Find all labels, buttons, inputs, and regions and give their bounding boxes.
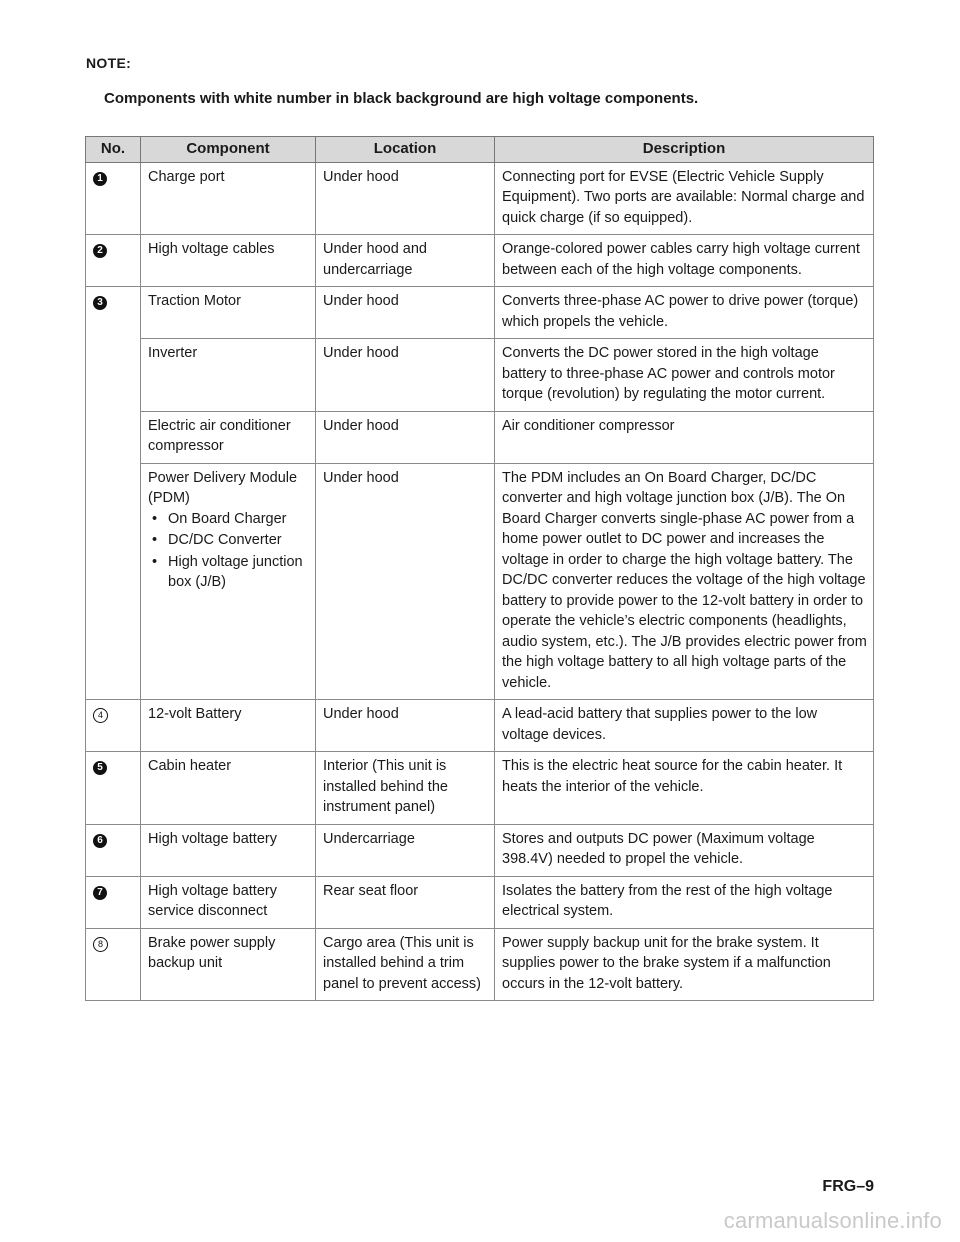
table-row (86, 824, 874, 876)
description-cell: Orange-colored power cables carry high voltage current between each of the high voltage components. (495, 235, 874, 287)
location-cell: Under hood (316, 700, 495, 752)
row-number-cell (86, 235, 141, 287)
location-cell: Under hood (316, 411, 495, 463)
component-cell: High voltage battery (141, 824, 316, 876)
number-badge-light: 8 (93, 937, 108, 952)
component-cell: Charge port (141, 162, 316, 235)
row-number-cell (86, 287, 141, 700)
component-cell: Inverter (141, 339, 316, 412)
component-cell (141, 463, 316, 700)
header-component: Component (141, 137, 316, 163)
number-badge-dark: 3 (93, 296, 107, 310)
row-number-cell (86, 876, 141, 928)
component-cell: High voltage cables (141, 235, 316, 287)
component-cell: Traction Motor (141, 287, 316, 339)
number-badge-dark: 5 (93, 761, 107, 775)
table-row (86, 463, 874, 700)
description-cell: This is the electric heat source for the cabin heater. It heats the interior of the vehicle. (495, 752, 874, 825)
page-number: FRG–9 (822, 1178, 874, 1195)
location-cell: Rear seat floor (316, 876, 495, 928)
list-item: • DC/DC Converter (148, 530, 309, 551)
location-cell: Under hood (316, 162, 495, 235)
table-header-row (86, 137, 874, 163)
description-cell: Converts three-phase AC power to drive power (torque) which propels the vehicle. (495, 287, 874, 339)
row-number-cell (86, 824, 141, 876)
location-cell: Under hood (316, 463, 495, 700)
description-cell: Isolates the battery from the rest of the high voltage electrical system. (495, 876, 874, 928)
table-row (86, 411, 874, 463)
row-number-cell (86, 928, 141, 1001)
header-no: No. (86, 137, 141, 163)
list-item: • On Board Charger (148, 509, 309, 530)
table-row (86, 752, 874, 825)
number-badge-dark: 1 (93, 172, 107, 186)
description-cell: Converts the DC power stored in the high voltage battery to three-phase AC power and controls motor torque (revolution) by regulating the motor current. (495, 339, 874, 412)
location-cell: Under hood and undercarriage (316, 235, 495, 287)
table-row (86, 235, 874, 287)
components-table (85, 136, 874, 1001)
description-cell: Power supply backup unit for the brake system. It supplies power to the brake system if a malfunction occurs in the 12-volt battery. (495, 928, 874, 1001)
location-cell: Under hood (316, 287, 495, 339)
location-cell: Under hood (316, 339, 495, 412)
component-cell: 12-volt Battery (141, 700, 316, 752)
component-cell: Electric air conditioner compressor (141, 411, 316, 463)
row-number-cell (86, 162, 141, 235)
watermark-text: carmanualsonline.info (723, 1208, 942, 1233)
row-number-cell (86, 700, 141, 752)
location-cell: Interior (This unit is installed behind the instrument panel) (316, 752, 495, 825)
header-description: Description (495, 137, 874, 163)
number-badge-dark: 6 (93, 834, 107, 848)
component-cell: Cabin heater (141, 752, 316, 825)
table-row (86, 339, 874, 412)
number-badge-light: 4 (93, 708, 108, 723)
component-name: Power Delivery Module (PDM) (148, 469, 298, 506)
description-cell: Air conditioner compressor (495, 411, 874, 463)
list-item: • High voltage junction box (J/B) (148, 552, 309, 593)
note-label: NOTE: (86, 55, 132, 71)
table-row (86, 928, 874, 1001)
row-number-cell (86, 752, 141, 825)
table-row (86, 162, 874, 235)
description-cell: Connecting port for EVSE (Electric Vehicle Supply Equipment). Two ports are available: Normal charge and quick charge (if so equipped). (495, 162, 874, 235)
description-cell: The PDM includes an On Board Charger, DC/DC converter and high voltage junction box (J/B). The On Board Charger converts single-phase AC power from a home power outlet to DC power and increases the voltage in order to charge the high voltage battery. The DC/DC converter reduces the voltage of the high voltage battery to provide power to the 12-volt battery in order to operate the vehicle’s electric components (headlights, audio system, etc.). The J/B provides electric power from the high voltage battery to all high voltage parts of the vehicle. (495, 463, 874, 700)
table-row (86, 700, 874, 752)
description-cell: A lead-acid battery that supplies power to the low voltage devices. (495, 700, 874, 752)
location-cell: Cargo area (This unit is installed behind a trim panel to prevent access) (316, 928, 495, 1001)
table-row (86, 876, 874, 928)
component-cell: High voltage battery service disconnect (141, 876, 316, 928)
number-badge-dark: 2 (93, 244, 107, 258)
location-cell: Undercarriage (316, 824, 495, 876)
header-location: Location (316, 137, 495, 163)
component-bullet-list (148, 509, 309, 593)
number-badge-dark: 7 (93, 886, 107, 900)
description-cell: Stores and outputs DC power (Maximum voltage 398.4V) needed to propel the vehicle. (495, 824, 874, 876)
table-row (86, 287, 874, 339)
component-cell: Brake power supply backup unit (141, 928, 316, 1001)
note-text: Components with white number in black background are high voltage components. (104, 90, 699, 107)
